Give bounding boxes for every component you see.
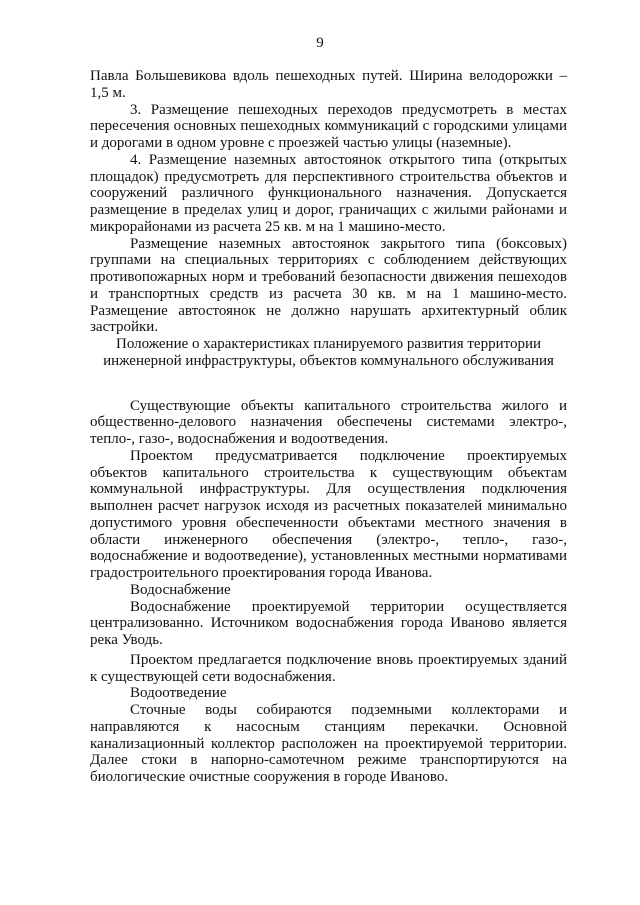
paragraph: 3. Размещение пешеходных переходов предусмотреть в местах пересечения основных пешеходных коммуникаций с городскими улицами и дорогами в одном уровне с проезжей частью улицы (наземные). — [90, 101, 567, 151]
section-heading-line-1: Положение о характеристиках планируемого развития территории — [115, 336, 542, 352]
section-heading — [90, 336, 567, 370]
paragraph: Водоснабжение проектируемой территории осуществляется централизованно. Источником водоснабжения города Иваново является река Уводь. — [90, 598, 567, 648]
paragraph: 4. Размещение наземных автостоянок открытого типа (открытых площадок) предусмотреть для перспективного строительства объектов и сооружений различного функционального назначения. Допускается размещение в пределах улиц и дорог, граничащих с жилыми районами и микрорайонами из расчета 25 кв. м на 1 машино-место. — [90, 151, 567, 235]
section-heading-line-2: инженерной инфраструктуры, объектов коммунального обслуживания — [103, 352, 554, 369]
subsection-title-water-supply: Водоснабжение — [130, 581, 231, 598]
paragraph: Проектом предусматривается подключение проектируемых объектов капитального строительства к существующим объектам коммунальной инфраструктуры. Для осуществления подключения выполнен расчет нагрузок исходя из расчетных показателей минимально допустимого уровня обеспеченности объектами местного значения в области инженерного обеспечения (электро-, тепло-, газо-, водоснабжение и водоотведение), установленных местными нормативами градостроительного проектирования города Иванова. — [90, 447, 567, 581]
paragraph: Проектом предлагается подключение вновь проектируемых зданий к существующей сети водоснабжения. — [90, 651, 567, 685]
paragraph: Сточные воды собираются подземными коллекторами и направляются к насосным станциям перекачки. Основной канализационный коллектор расположен на проектируемой территории. Далее стоки в напорно-самотечном режиме транспортируются на биологические очистные сооружения в городе Иваново. — [90, 702, 567, 785]
document-body — [90, 68, 567, 786]
subsection-title-sewerage: Водоотведение — [130, 685, 227, 702]
paragraph: Существующие объекты капитального строительства жилого и общественно-делового назначения обеспечены системами электро-, тепло-, газо-, водоснабжения и водоотведения. — [90, 397, 567, 447]
page-number: 9 — [316, 35, 324, 51]
paragraph: Павла Большевикова вдоль пешеходных путей. Ширина велодорожки – 1,5 м. — [90, 68, 567, 101]
paragraph: Размещение наземных автостоянок закрытого типа (боксовых) группами на специальных территориях с соблюдением действующих противопожарных норм и требований безопасности движения пешеходов и транспортных средств из расчета 30 кв. м на 1 машино-место. Размещение автостоянок не должно нарушать архитектурный облик застройки. — [90, 235, 567, 336]
